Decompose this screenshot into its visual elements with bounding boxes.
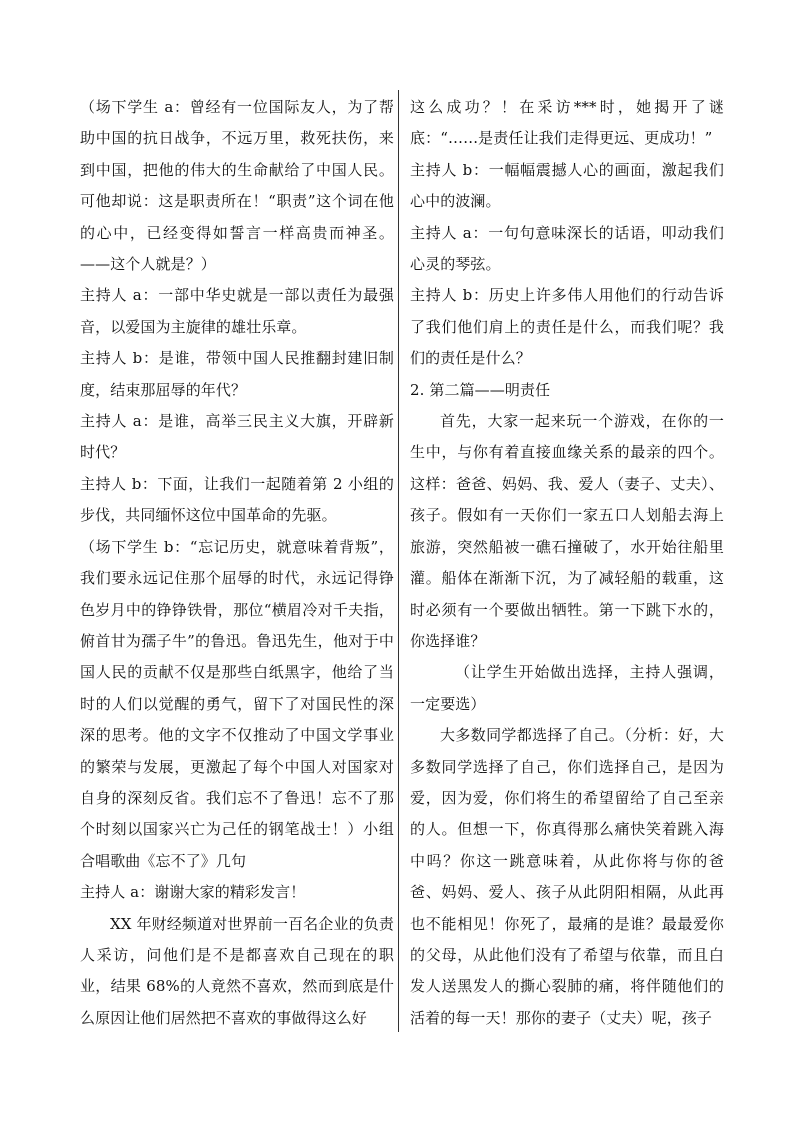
paragraph: 主持人 a：一部中华史就是一部以责任为最强音，以爱国为主旋律的雄壮乐章。: [80, 286, 394, 336]
paragraph: 主持人 b：一幅幅震撼人心的画面，激起我们心中的波澜。: [410, 160, 724, 211]
paragraph: 主持人 a：是谁，高举三民主义大旗，开辟新时代？: [80, 412, 394, 462]
left-column: [80, 92, 394, 1034]
paragraph: 主持人 a：一句句意味深长的话语，叩动我们心灵的琴弦。: [410, 223, 724, 274]
paragraph: （场下学生 a：曾经有一位国际友人，为了帮助中国的抗日战争，不远万里，救死扶伤，来到中国，把他的伟大的生命献给了中国人民。可他却说：这是职责所在！“职责”这个词在他的心中，已经变得如誓言一样高贵而神圣。——这个人就是？）: [80, 98, 394, 274]
paragraph: （场下学生 b：“忘记历史，就意味着背叛”，我们要永远记住那个屈辱的时代，永远记得铮色岁月中的铮铮铁骨，那位“横眉冷对千夫指，俯首甘为孺子牛”的鲁迅。鲁迅先生，他对于中国人民的贡献不仅是那些白纸黑字，他给了当时的人们以觉醒的勇气，留下了对国民性的深深的思考。他的文字不仅推动了中国文学事业的繁荣与发展，更激起了每个中国人对国家对自身的深刻反省。我们忘不了鲁迅！忘不了那个时刻以国家兴亡为己任的钢笔战士！）小组合唱歌曲《忘不了》几句: [80, 537, 394, 870]
paragraph: 主持人 b：是谁，带领中国人民推翻封建旧制度，结束那屈辱的年代？: [80, 349, 394, 399]
paragraph: 主持人 a：谢谢大家的精彩发言！: [80, 883, 306, 902]
right-column: [410, 92, 724, 1034]
paragraph: （让学生开始做出选择，主持人强调，一定要选）: [410, 663, 724, 713]
paragraph: 首先，大家一起来玩一个游戏，在你的一生中，与你有着直接血缘关系的最亲的四个。这样：爸爸、妈妈、我、爱人（妻子、丈夫）、孩子。假如有一天你们一家五口人划船去海上旅游，突然船被一礁石撞破了，水开始往船里灌。船体在渐渐下沉，为了减轻船的载重，这时必须有一个要做出牺牲。第一下跳下水的，你选择谁？: [410, 412, 724, 650]
paragraph: XX 年财经频道对世界前一百名企业的负责人采访，问他们是不是都喜欢自己现在的职业，结果 68%的人竟然不喜欢，然而到底是什么原因让他们居然把不喜欢的事做得这么好: [80, 914, 394, 1027]
paragraph: 主持人 b：历史上许多伟人用他们的行动告诉了我们他们肩上的责任是什么，而我们呢？我们的责任是什么？: [410, 286, 724, 368]
paragraph: 大多数同学都选择了自己。（分析：好，大多数同学选择了自己，你们选择自己，是因为爱，因为爱，你们将生的希望留给了自己至亲的人。但想一下，你真得那么痛快笑着跳入海中吗？你这一跳意味着，从此你将与你的爸爸、妈妈、爱人、孩子从此阴阳相隔，从此再也不能相见！你死了，最痛的是谁？最最爱你的父母，从此他们没有了希望与依靠，而且白发人送黑发人的撕心裂肺的痛，将伴随他们的活着的每一天！那你的妻子（丈夫）呢，孩子: [410, 726, 724, 1027]
paragraph: 这么成功？！在采访***时，她揭开了谜底：“……是责任让我们走得更远、更成功！”: [410, 98, 724, 148]
column-divider: [398, 90, 399, 1032]
section-heading: 2. 第二篇——明责任: [410, 380, 551, 399]
paragraph: 主持人 b：下面，让我们一起随着第 2 小组的步伐，共同缅怀这位中国革命的先驱。: [80, 474, 394, 525]
